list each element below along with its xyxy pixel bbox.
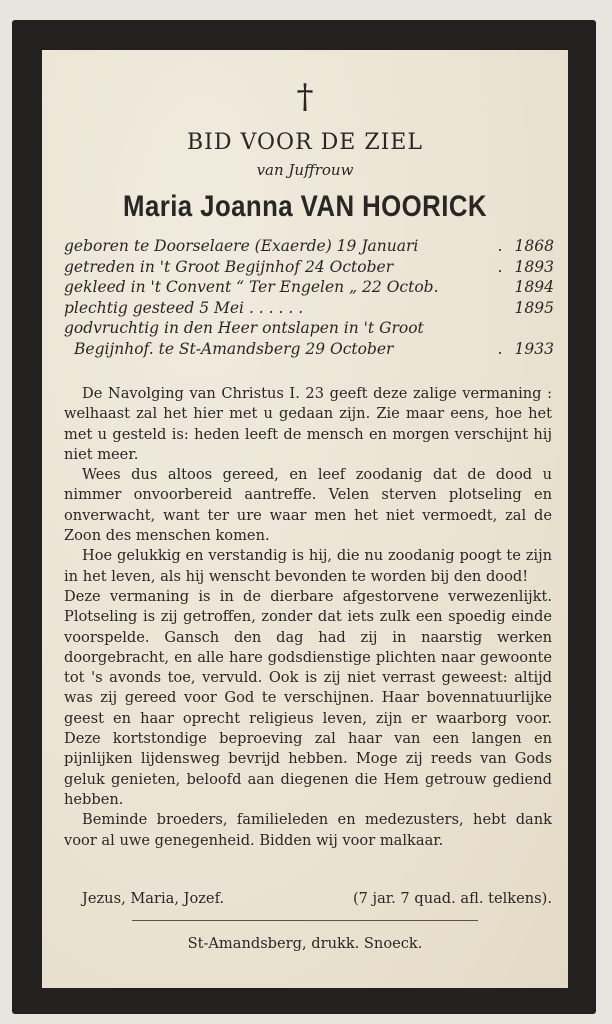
fact-year: 1894 [514,278,554,296]
indulgence-note: (7 jar. 7 quad. afl. telkens). [352,890,552,907]
card-subheading: van Juffrouw [256,161,354,179]
paragraph: Deze vermaning is in de dierbare afgestorvene verwezenlijkt. Plotseling is zij getroffen, zonder dat iets zulk een spoedig einde voorspelde. Gansch den dag had zij in naarstig werken doorgebracht, en alle hare godsdienstige plichten naar gewoonte tot 's avonds toe, vervuld. Ook is zij niet verrast geweest: altijd was zij gereed voor God te verschijnen. Haar bovennatuurlijke geest en haar oprecht religieus leven, zijn er waarborg voor. Deze kortstondige beproeving zal haar van een langen en pijnlijken lijdensweg bevrijd hebben. Moge zij reeds van Gods geluk genieten, beloofd aan diegenen die Hem getrouw gediend hebben. [64,587,552,808]
fact-text: geboren te Doorselaere (Exaerde) 19 Januari [64,237,419,255]
paragraph: De Navolging van Christus I. 23 geeft deze zalige vermaning : welhaast zal het hier met u gedaan zijn. Zie maar eens, hoe het met u gesteld is: heden leeft de mensch en morgen verschijnt hij niet meer. [64,385,552,463]
paragraph: Wees dus altoos gereed, en leef zoodanig dat de dood u nimmer onvoorbereid aantreffe. Velen sterven plotseling en onverwacht, want ter ure waar men het niet vermoedt, zal de Zoon des menschen komen. [64,466,552,545]
fact-dot: . [497,237,503,255]
divider [132,920,478,921]
fact-year: 1893 [514,257,554,276]
card-heading: BID VOOR DE ZIEL [187,130,423,155]
fact-text: Begijnhof. te St-Amandsberg 29 October [74,339,394,358]
fact-row [64,339,554,360]
closing-prayer [82,890,552,907]
fact-dot [490,277,510,298]
fact-row [64,236,554,257]
fact-text: godvruchtig in den Heer ontslapen in 't Groot [64,319,424,337]
fact-row [64,318,554,339]
fact-dot: . [497,339,503,358]
paragraph: Hoe gelukkig en verstandig is hij, die nu zoodanig poogt te zijn in het leven, als hij wenscht bevonden te worden bij den dood! [64,547,552,585]
fact-row [64,277,554,298]
fact-dot: . [497,257,503,276]
printer-imprint: St-Amandsberg, drukk. Snoeck. [187,935,423,952]
fact-year: 1895 [514,298,554,317]
paragraph: Beminde broeders, familieleden en medezusters, hebt dank voor al uwe genegenheid. Bidden wij voor malkaar. [64,811,552,849]
card-paper [42,50,568,988]
fact-text: getreden in 't Groot Begijnhof 24 October [64,257,394,276]
fact-row [64,257,554,278]
fact-year: 1933 [514,339,554,358]
fact-dot [490,318,510,339]
meditation-text [64,384,552,851]
deceased-name: Maria Joanna VAN HOORICK [123,190,487,223]
fact-text: plechtig gesteed 5 Mei . . . . . . [64,298,304,317]
fact-text: gekleed in 't Convent “ Ter Engelen „ 22 Octob. [64,278,439,296]
life-facts [64,236,554,359]
prayer-invocation: Jezus, Maria, Jozef. [82,890,225,907]
fact-dot [490,298,510,319]
cross-icon: † [296,77,314,117]
fact-year: 1868 [514,237,554,255]
fact-row [64,298,554,319]
fact-year [510,318,554,339]
